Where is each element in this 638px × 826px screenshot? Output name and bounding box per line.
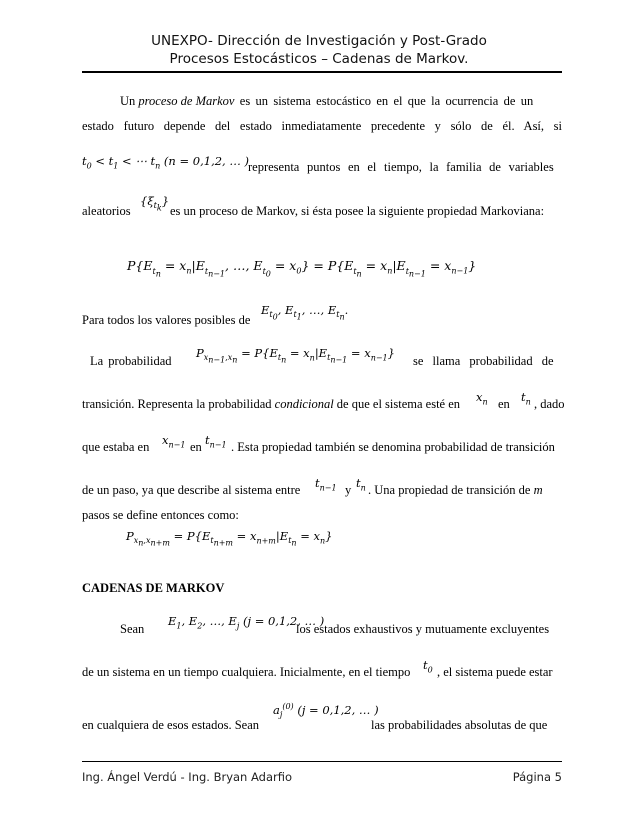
p4-line-2a: de un sistema en un tiempo cualquiera. Inicialmente, en el tiempo: [82, 665, 411, 679]
math-tn: $t_n$: [521, 390, 531, 407]
math-t0: $t_0$: [423, 658, 433, 675]
p3-line-2: transición. Representa la probabilidad condicional de que el sistema esté en: [82, 397, 461, 411]
p4-line-1b: los estados exhaustivos y mutuamente excluyentes: [296, 622, 550, 636]
p1-line-4b: es un proceso de Markov, si ésta posee la siguiente propiedad Markoviana:: [170, 204, 545, 218]
p4-line-3a: en cualquiera de esos estados. Sean: [82, 718, 260, 732]
math-xn-1: $x_{n-1}$: [162, 433, 186, 450]
p1-line-1: Un proceso de Markov es un sistema estocástico en el que la ocurrencia de un: [120, 94, 534, 108]
p1-line-4a: aleatorios: [82, 204, 131, 218]
header-line-2: Procesos Estocásticos – Cadenas de Markov.: [169, 51, 469, 67]
p3-line-3b: en: [190, 440, 202, 454]
math-all-values: $E_{t_0}$, $E_{t_1}$, …, $E_{t_n}$.: [261, 303, 349, 322]
p3-line-4c: . Una propiedad de transición de m: [368, 483, 543, 497]
p1-line-3: representa puntos en el tiempo, la familia de variables: [248, 160, 554, 174]
section-heading: CADENAS DE MARKOV: [82, 581, 225, 595]
footer-rule: [82, 761, 562, 762]
math-markov-property: $P\{E_{t_n} = x_n|E_{t_{n-1}}$, …, $E_{t_0} = x_0\} = P\{E_{t_n} = x_n|E_{t_{n-1}} = x_{n-1}\}$: [127, 258, 477, 279]
p3-line-3c: . Esta propiedad también se denomina probabilidad de transición: [231, 440, 555, 454]
p2-line: Para todos los valores posibles de: [82, 313, 251, 327]
math-tn-1b: $t_{n-1}$: [315, 476, 337, 493]
math-tn-b: $t_n$: [356, 476, 366, 493]
p3-line-2c: en: [498, 397, 510, 411]
math-m-step: $P_{x_n,x_{n+m}} = P\{E_{t_{n+m}} = x_{n+m}|E_{t_n} = x_n\}$: [126, 529, 333, 548]
p3-line-4a: de un paso, ya que describe al sistema entre: [82, 483, 301, 497]
p3-line-1a: La probabilidad: [90, 354, 172, 368]
math-states: $E_1$, $E_2$, …, $E_j$ (j = 0,1,2, … ): [168, 614, 325, 631]
math-abs-prob: $a_j^{(0)}$ (j = 0,1,2, … ): [273, 702, 379, 720]
p4-line-1a: Sean: [120, 622, 145, 636]
p3-line-4b: y: [345, 483, 352, 497]
page-number: Página 5: [512, 770, 562, 784]
p1-line-2: estado futuro depende del estado inmediatamente precedente y sólo de él. Así, si: [82, 119, 562, 133]
p3-line-5: pasos se define entonces como:: [82, 508, 239, 522]
header-rule: [82, 71, 562, 73]
math-xn: $x_n$: [476, 390, 488, 407]
p4-line-2b: , el sistema puede estar: [437, 665, 553, 679]
math-family: $\{\xi_{t_k}\}$: [140, 194, 170, 213]
math-time-points: $t_0 < t_1$ < ⋯ $t_n$ (n = 0,1,2, … ): [82, 154, 249, 171]
p3-line-3a: que estaba en: [82, 440, 150, 454]
p3-line-2d: , dado: [534, 397, 565, 411]
p3-line-1b: se llama probabilidad de: [413, 354, 554, 368]
math-transition-prob: $P_{x_{n-1},x_n} = P\{E_{t_n} = x_n|E_{t_{n-1}} = x_{n-1}\}$: [196, 346, 395, 365]
header-line-1: UNEXPO- Dirección de Investigación y Post-Grado: [151, 33, 487, 49]
math-tn-1: $t_{n-1}$: [205, 433, 227, 450]
footer-authors: Ing. Ángel Verdú - Ing. Bryan Adarfio: [82, 770, 293, 784]
p4-line-3b: las probabilidades absolutas de que: [371, 718, 548, 732]
